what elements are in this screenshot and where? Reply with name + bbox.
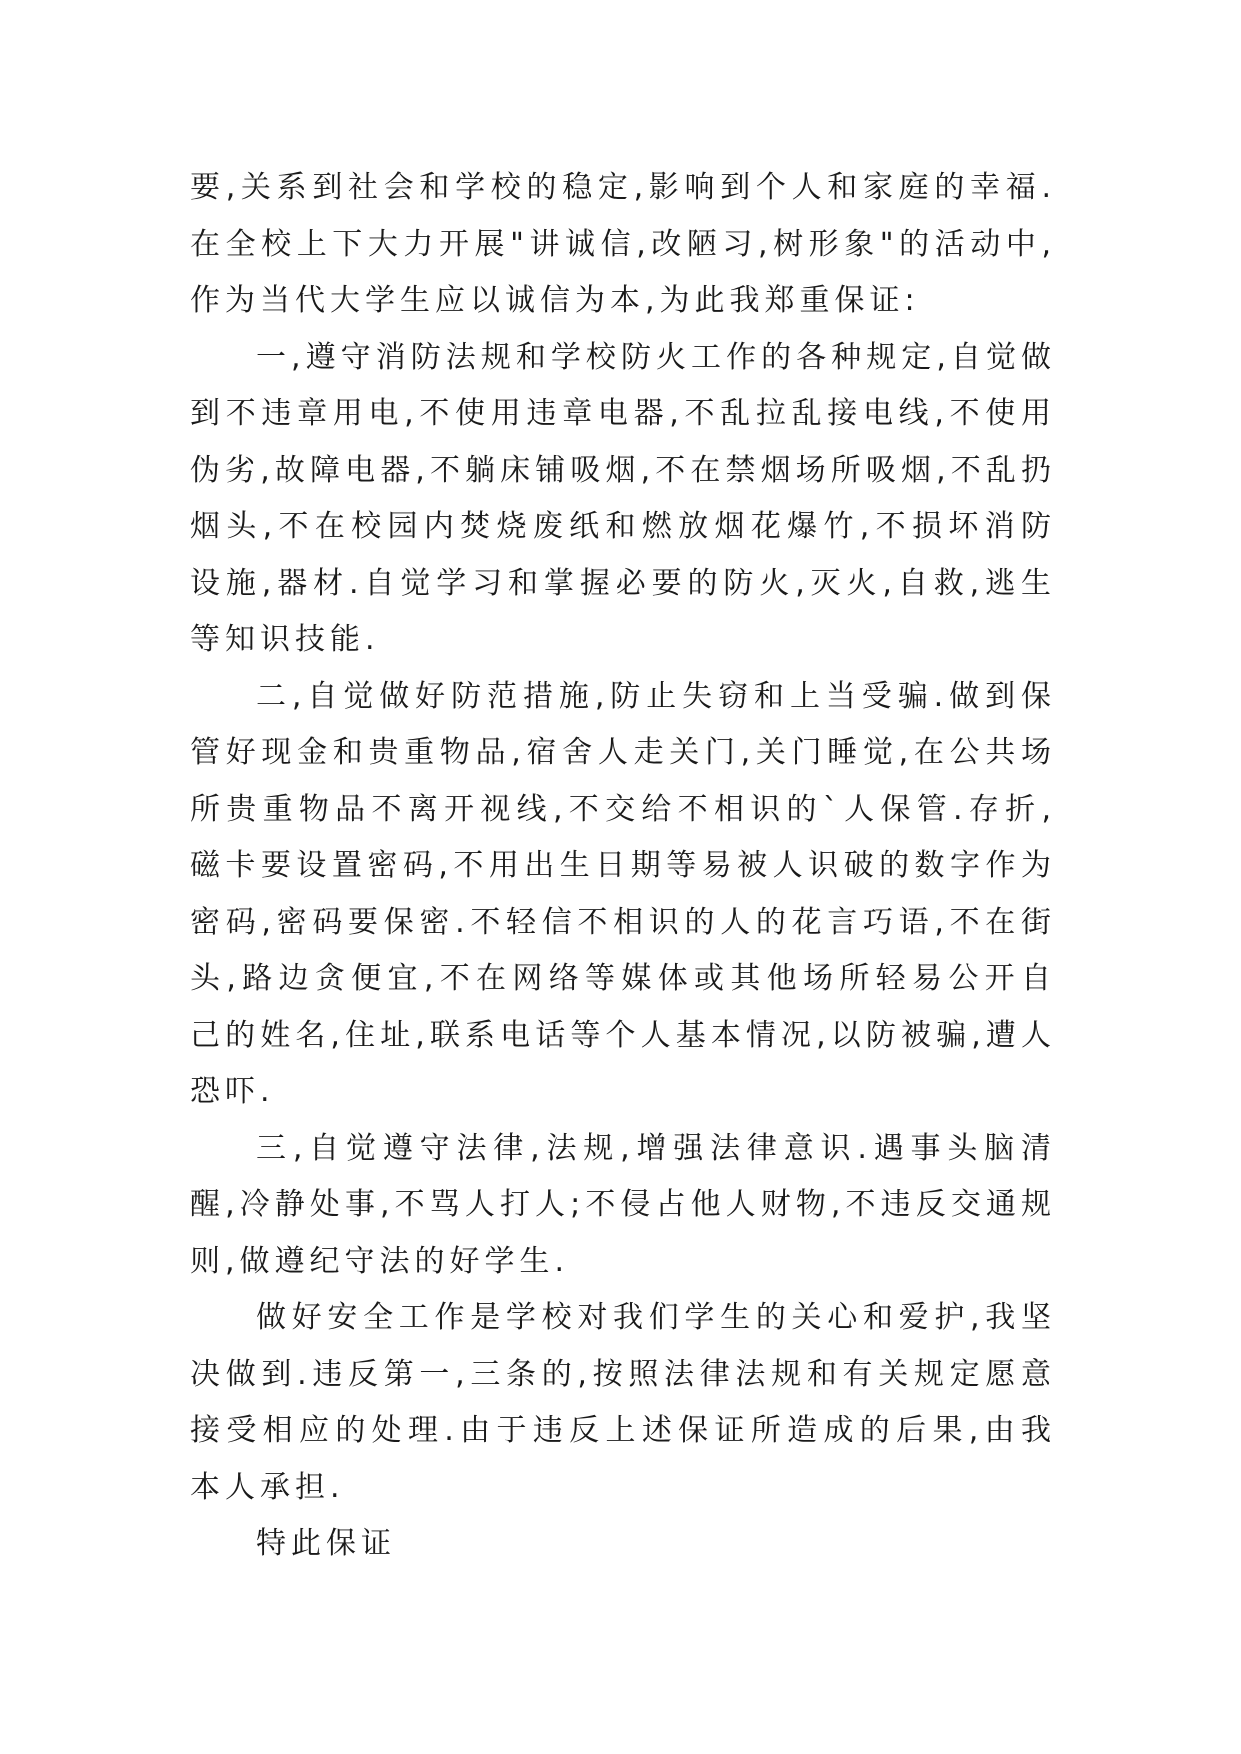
clause-three-paragraph: 三,自觉遵守法律,法规,增强法律意识.遇事头脑清醒,冷静处事,不骂人打人;不侵占他人财物,不违反交通规则,做遵纪守法的好学生. [190, 1130, 1056, 1279]
clause-two-paragraph: 二,自觉做好防范措施,防止失窃和上当受骗.做到保管好现金和贵重物品,宿舍人走关门,关门睡觉,在公共场所贵重物品不离开视线,不交给不相识的`人保管.存折,磁卡要设置密码,不用出生日期等易被人识破的数字作为密码,密码要保密.不轻信不相识的人的花言巧语,不在街头,路边贪便宜,不在网络等媒体或其他场所轻易公开自己的姓名,住址,联系电话等个人基本情况,以防被骗,遭人恐吓. [190, 678, 1056, 1109]
sign-off-text: 特此保证 [256, 1526, 396, 1561]
clause-one-paragraph: 一,遵守消防法规和学校防火工作的各种规定,自觉做到不违章用电,不使用违章电器,不乱拉乱接电线,不使用伪劣,故障电器,不躺床铺吸烟,不在禁烟场所吸烟,不乱扔烟头,不在校园内焚烧废纸和燃放烟花爆竹,不损坏消防设施,器材.自觉学习和掌握必要的防火,灭火,自救,逃生等知识技能. [190, 339, 1056, 657]
document-body [190, 160, 1056, 1573]
closing-paragraph: 做好安全工作是学校对我们学生的关心和爱护,我坚决做到.违反第一,三条的,按照法律法规和有关规定愿意接受相应的处理.由于违反上述保证所造成的后果,由我本人承担. [190, 1300, 1056, 1505]
intro-paragraph: 要,关系到社会和学校的稳定,影响到个人和家庭的幸福.在全校上下大力开展"讲诚信,改陋习,树形象"的活动中,作为当代大学生应以诚信为本,为此我郑重保证: [190, 170, 1056, 318]
